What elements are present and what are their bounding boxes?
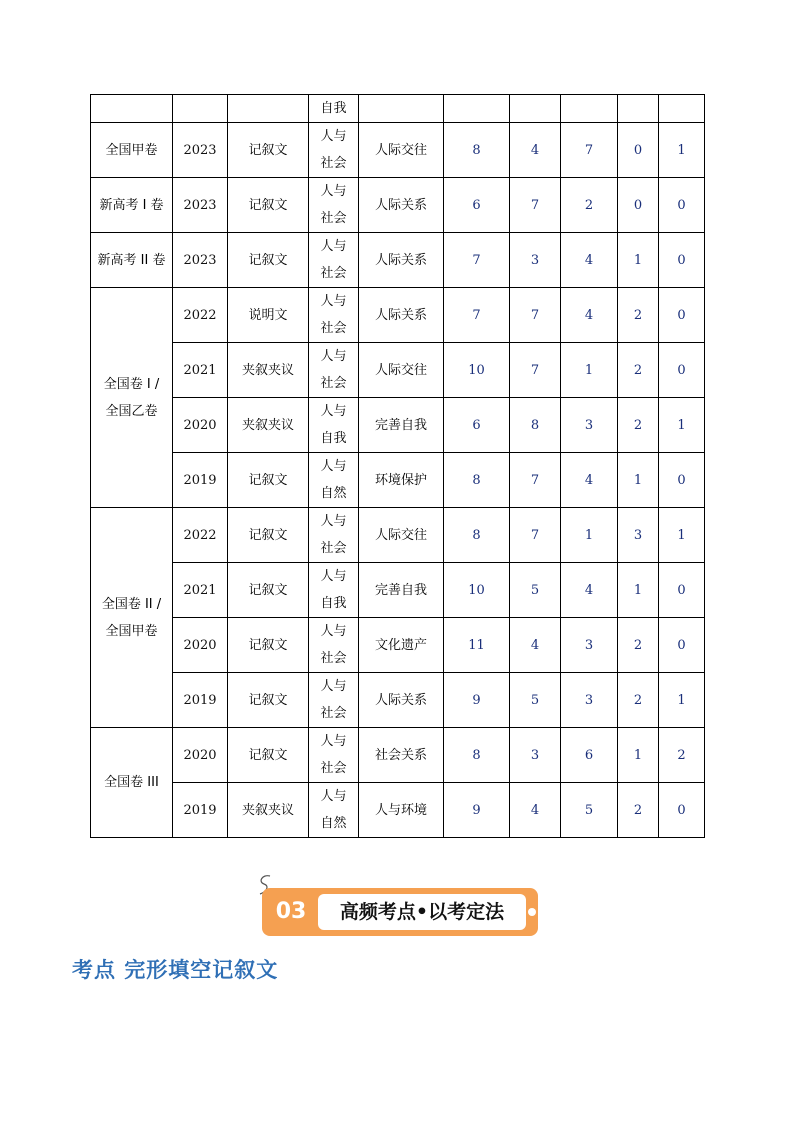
topic-cell: 人际关系 bbox=[359, 178, 444, 233]
theme-cell: 人与 社会 bbox=[309, 728, 359, 783]
count-cell: 1 bbox=[561, 508, 618, 563]
paper-name: 全国卷 I / 全国乙卷 bbox=[91, 288, 173, 508]
year-cell: 2023 bbox=[173, 233, 228, 288]
count-cell: 5 bbox=[510, 673, 561, 728]
genre-cell: 记叙文 bbox=[228, 453, 309, 508]
year-cell: 2019 bbox=[173, 453, 228, 508]
count-cell: 3 bbox=[618, 508, 659, 563]
paper-name: 新高考 II 卷 bbox=[91, 233, 173, 288]
topic-cell: 人与环境 bbox=[359, 783, 444, 838]
count-cell: 8 bbox=[510, 398, 561, 453]
theme-cell: 人与 自然 bbox=[309, 783, 359, 838]
count-cell: 8 bbox=[444, 508, 510, 563]
banner-dot bbox=[528, 908, 536, 916]
count-cell: 2 bbox=[618, 398, 659, 453]
count-cell: 7 bbox=[510, 288, 561, 343]
count-cell: 7 bbox=[510, 453, 561, 508]
count-cell: 3 bbox=[510, 728, 561, 783]
table-row bbox=[91, 783, 705, 838]
count-cell: 9 bbox=[444, 783, 510, 838]
year-cell: 2020 bbox=[173, 618, 228, 673]
theme-cell: 人与 社会 bbox=[309, 618, 359, 673]
count-cell: 8 bbox=[444, 728, 510, 783]
count-cell: 9 bbox=[444, 673, 510, 728]
count-cell: 3 bbox=[561, 673, 618, 728]
theme-cell: 人与 社会 bbox=[309, 288, 359, 343]
count-cell: 0 bbox=[659, 178, 705, 233]
count-cell: 4 bbox=[561, 288, 618, 343]
year-cell: 2020 bbox=[173, 398, 228, 453]
count-cell: 2 bbox=[618, 673, 659, 728]
count-cell: 0 bbox=[659, 563, 705, 618]
paper-name: 新高考 I 卷 bbox=[91, 178, 173, 233]
table-row bbox=[91, 398, 705, 453]
theme-cell: 人与 自我 bbox=[309, 398, 359, 453]
count-cell: 1 bbox=[561, 343, 618, 398]
table-row bbox=[91, 95, 705, 123]
count-cell: 4 bbox=[510, 783, 561, 838]
count-cell: 7 bbox=[444, 233, 510, 288]
count-cell: 1 bbox=[659, 398, 705, 453]
year-cell: 2023 bbox=[173, 123, 228, 178]
count-cell: 1 bbox=[618, 233, 659, 288]
theme-cell: 人与 社会 bbox=[309, 123, 359, 178]
count-cell: 4 bbox=[510, 123, 561, 178]
exam-analysis-table bbox=[90, 94, 705, 838]
year-cell: 2022 bbox=[173, 288, 228, 343]
topic-cell: 人际关系 bbox=[359, 233, 444, 288]
count-cell: 5 bbox=[561, 783, 618, 838]
count-cell: 2 bbox=[659, 728, 705, 783]
theme-cell: 人与 自我 bbox=[309, 563, 359, 618]
count-cell: 10 bbox=[444, 343, 510, 398]
table-row bbox=[91, 343, 705, 398]
count-cell: 7 bbox=[510, 508, 561, 563]
genre-cell: 记叙文 bbox=[228, 178, 309, 233]
count-cell: 1 bbox=[659, 673, 705, 728]
count-cell: 3 bbox=[561, 618, 618, 673]
count-cell: 4 bbox=[561, 453, 618, 508]
count-cell: 4 bbox=[561, 233, 618, 288]
count-cell: 6 bbox=[444, 178, 510, 233]
count-cell: 6 bbox=[561, 728, 618, 783]
count-cell: 0 bbox=[659, 288, 705, 343]
theme-cell: 自我 bbox=[309, 95, 359, 123]
topic-cell: 人际交往 bbox=[359, 508, 444, 563]
table-row bbox=[91, 123, 705, 178]
genre-cell: 夹叙夹议 bbox=[228, 343, 309, 398]
count-cell: 3 bbox=[561, 398, 618, 453]
table-row bbox=[91, 178, 705, 233]
count-cell: 3 bbox=[510, 233, 561, 288]
count-cell: 2 bbox=[618, 618, 659, 673]
paper-name: 全国卷 III bbox=[91, 728, 173, 838]
table-row bbox=[91, 618, 705, 673]
count-cell: 0 bbox=[618, 123, 659, 178]
genre-cell: 记叙文 bbox=[228, 673, 309, 728]
genre-cell: 夹叙夹议 bbox=[228, 398, 309, 453]
count-cell: 7 bbox=[510, 178, 561, 233]
paper-name: 全国甲卷 bbox=[91, 123, 173, 178]
table-row bbox=[91, 728, 705, 783]
genre-cell: 记叙文 bbox=[228, 233, 309, 288]
count-cell: 1 bbox=[659, 123, 705, 178]
genre-cell: 记叙文 bbox=[228, 728, 309, 783]
theme-cell: 人与 自然 bbox=[309, 453, 359, 508]
count-cell: 0 bbox=[659, 783, 705, 838]
count-cell: 0 bbox=[659, 343, 705, 398]
table-row bbox=[91, 673, 705, 728]
count-cell: 2 bbox=[618, 783, 659, 838]
year-cell: 2019 bbox=[173, 783, 228, 838]
count-cell: 7 bbox=[561, 123, 618, 178]
count-cell: 1 bbox=[618, 453, 659, 508]
year-cell: 2020 bbox=[173, 728, 228, 783]
genre-cell: 说明文 bbox=[228, 288, 309, 343]
count-cell: 4 bbox=[510, 618, 561, 673]
topic-cell: 社会关系 bbox=[359, 728, 444, 783]
topic-cell: 文化遗产 bbox=[359, 618, 444, 673]
count-cell: 7 bbox=[510, 343, 561, 398]
year-cell: 2023 bbox=[173, 178, 228, 233]
year-cell: 2019 bbox=[173, 673, 228, 728]
table-row bbox=[91, 453, 705, 508]
genre-cell: 夹叙夹议 bbox=[228, 783, 309, 838]
count-cell: 7 bbox=[444, 288, 510, 343]
genre-cell: 记叙文 bbox=[228, 618, 309, 673]
topic-cell: 完善自我 bbox=[359, 563, 444, 618]
table-row bbox=[91, 288, 705, 343]
paper-name: 全国卷 II / 全国甲卷 bbox=[91, 508, 173, 728]
count-cell: 2 bbox=[618, 343, 659, 398]
topic-cell: 人际关系 bbox=[359, 673, 444, 728]
genre-cell: 记叙文 bbox=[228, 563, 309, 618]
topic-cell: 人际交往 bbox=[359, 123, 444, 178]
section-banner bbox=[262, 888, 538, 936]
count-cell: 2 bbox=[618, 288, 659, 343]
table-row bbox=[91, 233, 705, 288]
table-row bbox=[91, 508, 705, 563]
count-cell: 1 bbox=[618, 563, 659, 618]
count-cell: 10 bbox=[444, 563, 510, 618]
theme-cell: 人与 社会 bbox=[309, 233, 359, 288]
count-cell: 4 bbox=[561, 563, 618, 618]
count-cell: 11 bbox=[444, 618, 510, 673]
year-cell: 2021 bbox=[173, 563, 228, 618]
theme-cell: 人与 社会 bbox=[309, 508, 359, 563]
topic-cell: 人际交往 bbox=[359, 343, 444, 398]
count-cell: 6 bbox=[444, 398, 510, 453]
count-cell: 8 bbox=[444, 123, 510, 178]
count-cell: 0 bbox=[659, 618, 705, 673]
topic-cell: 环境保护 bbox=[359, 453, 444, 508]
topic-heading: 考点 完形填空记叙文 bbox=[72, 958, 279, 982]
theme-cell: 人与 社会 bbox=[309, 673, 359, 728]
count-cell: 1 bbox=[659, 508, 705, 563]
count-cell: 0 bbox=[659, 453, 705, 508]
count-cell: 0 bbox=[618, 178, 659, 233]
count-cell: 2 bbox=[561, 178, 618, 233]
genre-cell: 记叙文 bbox=[228, 508, 309, 563]
count-cell: 0 bbox=[659, 233, 705, 288]
count-cell: 1 bbox=[618, 728, 659, 783]
table-row bbox=[91, 563, 705, 618]
count-cell: 8 bbox=[444, 453, 510, 508]
theme-cell: 人与 社会 bbox=[309, 178, 359, 233]
topic-cell: 人际关系 bbox=[359, 288, 444, 343]
section-number: 03 bbox=[275, 899, 307, 924]
year-cell: 2022 bbox=[173, 508, 228, 563]
theme-cell: 人与 社会 bbox=[309, 343, 359, 398]
year-cell: 2021 bbox=[173, 343, 228, 398]
genre-cell: 记叙文 bbox=[228, 123, 309, 178]
count-cell: 5 bbox=[510, 563, 561, 618]
topic-cell: 完善自我 bbox=[359, 398, 444, 453]
section-title: 高频考点•以考定法 bbox=[318, 894, 526, 930]
